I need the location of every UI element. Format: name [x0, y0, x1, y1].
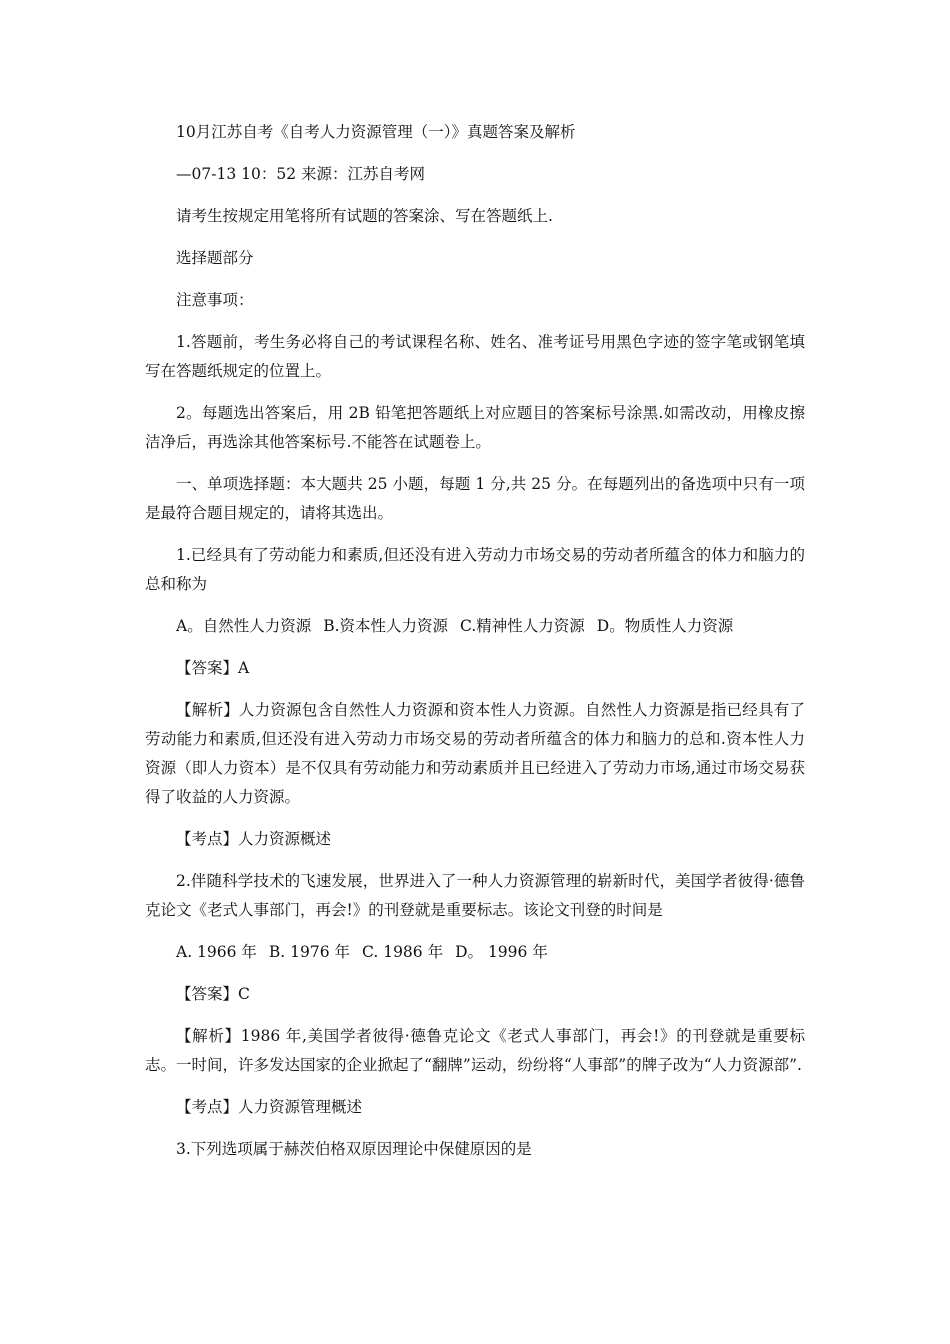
question-2-stem: 2.伴随科学技术的飞速发展，世界进入了一种人力资源管理的崭新时代，美国学者彼得·德鲁克论文《老式人事部门，再会!》的刊登就是重要标志。该论文刊登的时间是	[145, 872, 805, 919]
question-3-stem: 3.下列选项属于赫茨伯格双原因理论中保健原因的是	[176, 1140, 532, 1158]
question-2-answer: 【答案】C	[176, 985, 250, 1003]
note-2: 2。每题选出答案后，用 2B 铅笔把答题纸上对应题目的答案标号涂黑.如需改动，用橡皮擦洁净后，再选涂其他答案标号.不能答在试题卷上。	[145, 404, 805, 451]
option-c: C.精神性人力资源	[460, 617, 585, 635]
option-b: B. 1976 年	[268, 943, 351, 961]
question-2-analysis: 【解析】1986 年,美国学者彼得·德鲁克论文《老式人事部门，再会!》的刊登就是重要标志。一时间，许多发达国家的企业掀起了“翻牌”运动，纷纷将“人事部”的牌子改为“人力资源部”.	[145, 1027, 805, 1074]
question-2-options	[145, 938, 805, 967]
option-a: A。自然性人力资源	[176, 617, 312, 635]
document-title: 10月江苏自考《自考人力资源管理（一）》真题答案及解析	[176, 123, 576, 141]
option-b: B.资本性人力资源	[323, 617, 449, 635]
question-1-answer: 【答案】A	[176, 659, 250, 677]
question-2-point: 【考点】人力资源管理概述	[176, 1098, 363, 1116]
document-body	[145, 118, 805, 1177]
document-meta: —07-13 10：52 来源：江苏自考网	[176, 165, 425, 183]
option-a: A. 1966 年	[176, 943, 257, 961]
question-1-options	[145, 612, 805, 641]
section-heading: 选择题部分	[176, 249, 254, 267]
notes-heading: 注意事项：	[176, 291, 254, 309]
part1-intro: 一、单项选择题：本大题共 25 小题，每题 1 分,共 25 分。在每题列出的备选项中只有一项是最符合题目规定的，请将其选出。	[145, 475, 805, 522]
question-1-analysis: 【解析】人力资源包含自然性人力资源和资本性人力资源。自然性人力资源是指已经具有了劳动能力和素质,但还没有进入劳动力市场交易的劳动者所蕴含的体力和脑力的总和.资本性人力资源（即人力资本）是不仅具有劳动能力和劳动素质并且已经进入了劳动力市场,通过市场交易获得了收益的人力资源。	[145, 701, 805, 806]
note-1: 1.答题前，考生务必将自己的考试课程名称、姓名、准考证号用黑色字迹的签字笔或钢笔填写在答题纸规定的位置上。	[145, 333, 805, 380]
instruction-text: 请考生按规定用笔将所有试题的答案涂、写在答题纸上.	[176, 207, 553, 225]
option-d: D。 1996 年	[455, 943, 548, 961]
question-1-point: 【考点】人力资源概述	[176, 830, 332, 848]
question-1-stem: 1.已经具有了劳动能力和素质,但还没有进入劳动力市场交易的劳动者所蕴含的体力和脑力的总和称为	[145, 546, 805, 593]
option-d: D。物质性人力资源	[596, 617, 734, 635]
option-c: C. 1986 年	[362, 943, 444, 961]
